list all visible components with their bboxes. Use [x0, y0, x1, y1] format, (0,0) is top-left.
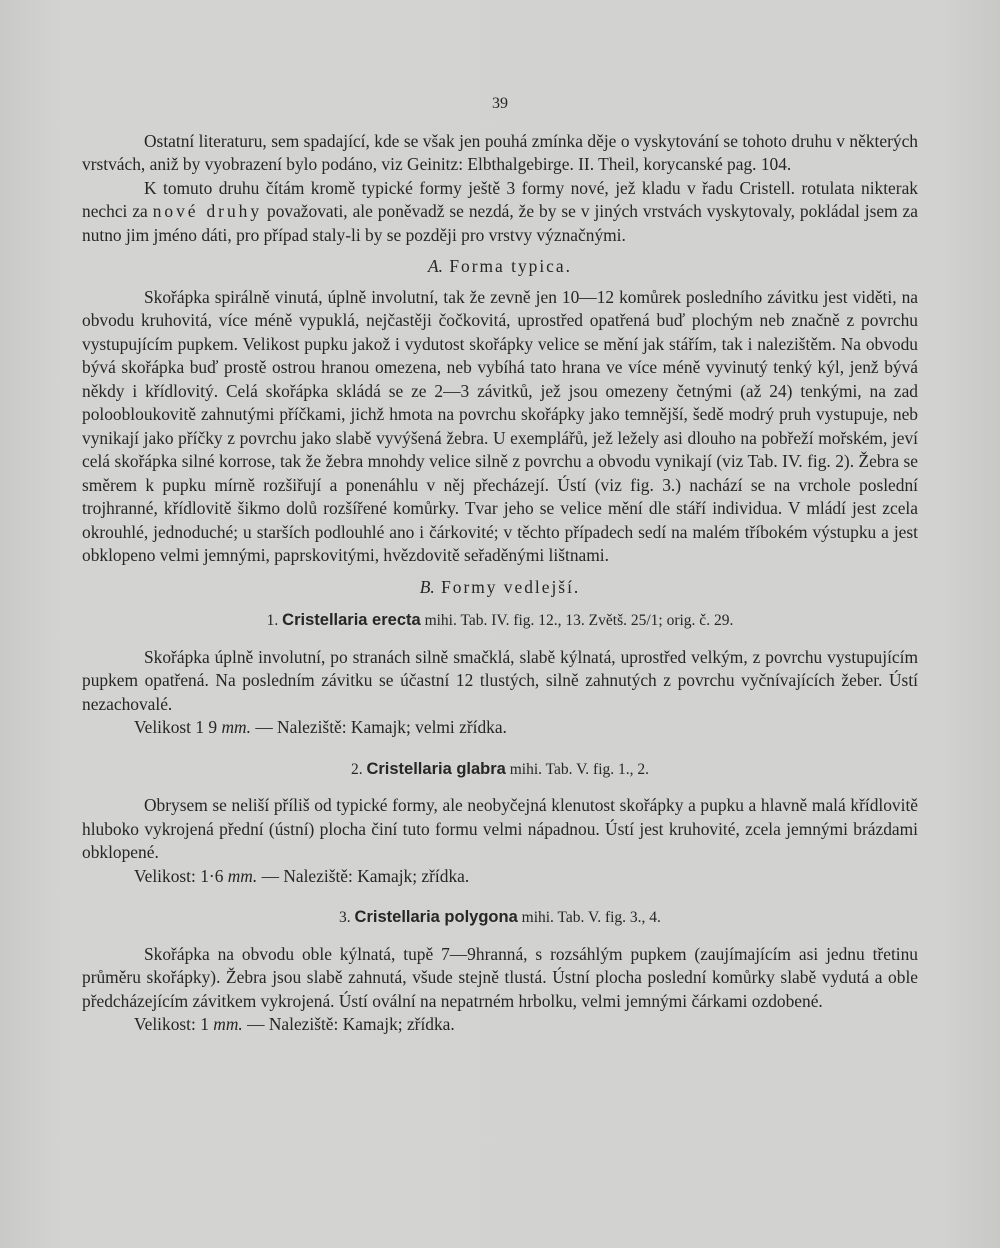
locality: — Naleziště: Kamajk; velmi zřídka.	[255, 717, 507, 737]
species-heading	[82, 906, 918, 930]
species-reference: mihi. Tab. V. fig. 1., 2.	[509, 760, 650, 778]
size-value: 1 9	[195, 717, 218, 737]
section-a-text: Skořápka spirálně vinutá, úplně involutní, tak že zevně jen 10—12 komůrek posledního závitku jest viděti, na obvodu kruhovitá, více méně vypuklá, nejčastěji čočkovitá, uprostřed opatřená buď plochým neb značně z povrchu vystupujícím pupkem. Velikost pupku jakož i vydutost skořápky velice se mění jak stářím, tak i nalezištěm. Na obvodu bývá skořápka buď prostě ostrou hranou omezena, neb vybíhá tato hrana ve více méně vyvinutý tenký kýl, jenž bývá někdy i křídlovitý. Celá skořápka skládá se ze 2—3 závitků, jež jsou omezeny četnými (až 24) tenkými, na zad poloobloukovitě zahnutými příčkami, jichž hmota na povrchu skořápky jako temnější, šedě modrý pruh vystupuje, neb vynikají jako příčky z povrchu jako slabě vyvýšená žebra. U exemplářů, jež ležely asi dlouho na pobřeží mořském, jeví celá skořápka silné korrose, tak že žebra mnohdy velice silně z povrchu a obvodu vynikají (viz Tab. IV. fig. 2). Žebra se směrem k pupku mírně rozšiřují a ponenáhlu v něj přecházejí. Ústí (viz fig. 3.) nachází se na vrchole poslední trojhranné, křídlovitě šikmo dolů rozšířené komůrky. Tvar jeho se velice mění dle stáří individua. V mládí jest zcela okrouhlé, jednoduché; u starších podlouhlé ano i čárkovité; v těchto případech sedí na malém tříbokém výstupku a jest obklopeno velmi jemnými, paprskovitými, hvězdovitě seřaděnými lištnami.	[82, 286, 918, 565]
intro-text-b: považovati, ale poněvadž se nezdá, že by se v jiných vrstvách vyskytovaly, pokládal jsem za nutno jim jméno dáti, pro případ staly-li by se později pro vrstvy význačnými.	[82, 201, 918, 245]
size-value: 1·6	[200, 865, 224, 886]
locality: — Naleziště: Kamajk; zřídka.	[261, 865, 470, 886]
size-label: Velikost	[134, 717, 192, 737]
species-reference: mihi. Tab. V. fig. 3., 4.	[521, 909, 661, 926]
intro-spaced-text: nové druhy	[152, 201, 263, 221]
species-description: Skořápka na obvodu oble kýlnatá, tupě 7—9hranná, s rozsáhlým pupkem (zaujímajícím asi jednu třetinu průměru skořápky). Žebra jsou slabě zahnutá, všude stejně tlustá. Ústní plocha poslední komůrky slabě vydutá a oble předcházejícím závitkem vykrojená. Ústí ovální na nepatrném hrbolku, velmi jemnými čárkami ozdobené.	[82, 943, 918, 1011]
section-b-title: Formy vedlejší.	[441, 576, 581, 597]
size-unit: mm.	[221, 717, 251, 737]
species-number: 3.	[339, 909, 351, 926]
page-content	[82, 92, 918, 1055]
section-a-letter: A.	[428, 256, 444, 276]
species-name: Cristellaria erecta	[282, 611, 421, 629]
section-a-heading	[82, 255, 918, 279]
species-number: 2.	[350, 760, 363, 778]
species-heading	[82, 758, 918, 782]
section-b-heading	[82, 576, 918, 600]
intro-text-a: K tomuto druhu čítám kromě typické formy ještě 3 formy nové, jež kladu v řadu Cristell. rotulata nikterak nechci za	[82, 177, 918, 221]
intro-paragraph: Ostatní literaturu, sem spadající, kde se však jen pouhá zmínka děje o vyskytování se tohoto druhu v některých vrstvách, aniž by vyobrazení bylo podáno, viz Geinitz: Elbthalgebirge. II. Theil, korycanské pag. 104.	[82, 130, 918, 174]
page-number: 39	[492, 95, 508, 112]
section-a-title: Forma typica.	[449, 256, 572, 276]
size-label: Velikost:	[134, 1014, 196, 1034]
size-unit: mm.	[213, 1014, 243, 1034]
species-size-line	[82, 865, 918, 889]
species-description: Obrysem se neliší příliš od typické formy, ale neobyčejná klenutost skořápky a pupku a hlavně malá křídlovitě hluboko vykrojená přední (ústní) plocha činí tuto formu velmi nápadnou. Ústí jest kruhovité, zcela jemnými brázdami obklopené.	[82, 795, 918, 862]
intro-paragraph-forms	[82, 177, 918, 248]
size-label: Velikost:	[134, 865, 196, 886]
species-description: Skořápka úplně involutní, po stranách silně smačklá, slabě kýlnatá, uprostřed velkým, z povrchu vystupujícím pupkem opatřená. Na posledním závitku se účastní 12 tlustých, silně zahnutých z povrchu vyčnívajících žeber. Ústí nezachovalé.	[82, 646, 918, 714]
species-size-line	[82, 716, 918, 740]
species-heading	[82, 609, 918, 633]
species-size-line	[82, 1013, 918, 1037]
size-unit: mm.	[227, 865, 258, 886]
size-value: 1	[200, 1014, 209, 1034]
species-name: Cristellaria glabra	[366, 759, 506, 778]
section-b-letter: B.	[419, 576, 435, 597]
species-number: 1.	[266, 612, 279, 629]
species-name: Cristellaria polygona	[354, 908, 518, 926]
locality: — Naleziště: Kamajk; zřídka.	[247, 1014, 455, 1034]
species-reference: mihi. Tab. IV. fig. 12., 13. Zvětš. 25/1; orig. č. 29.	[424, 612, 734, 629]
